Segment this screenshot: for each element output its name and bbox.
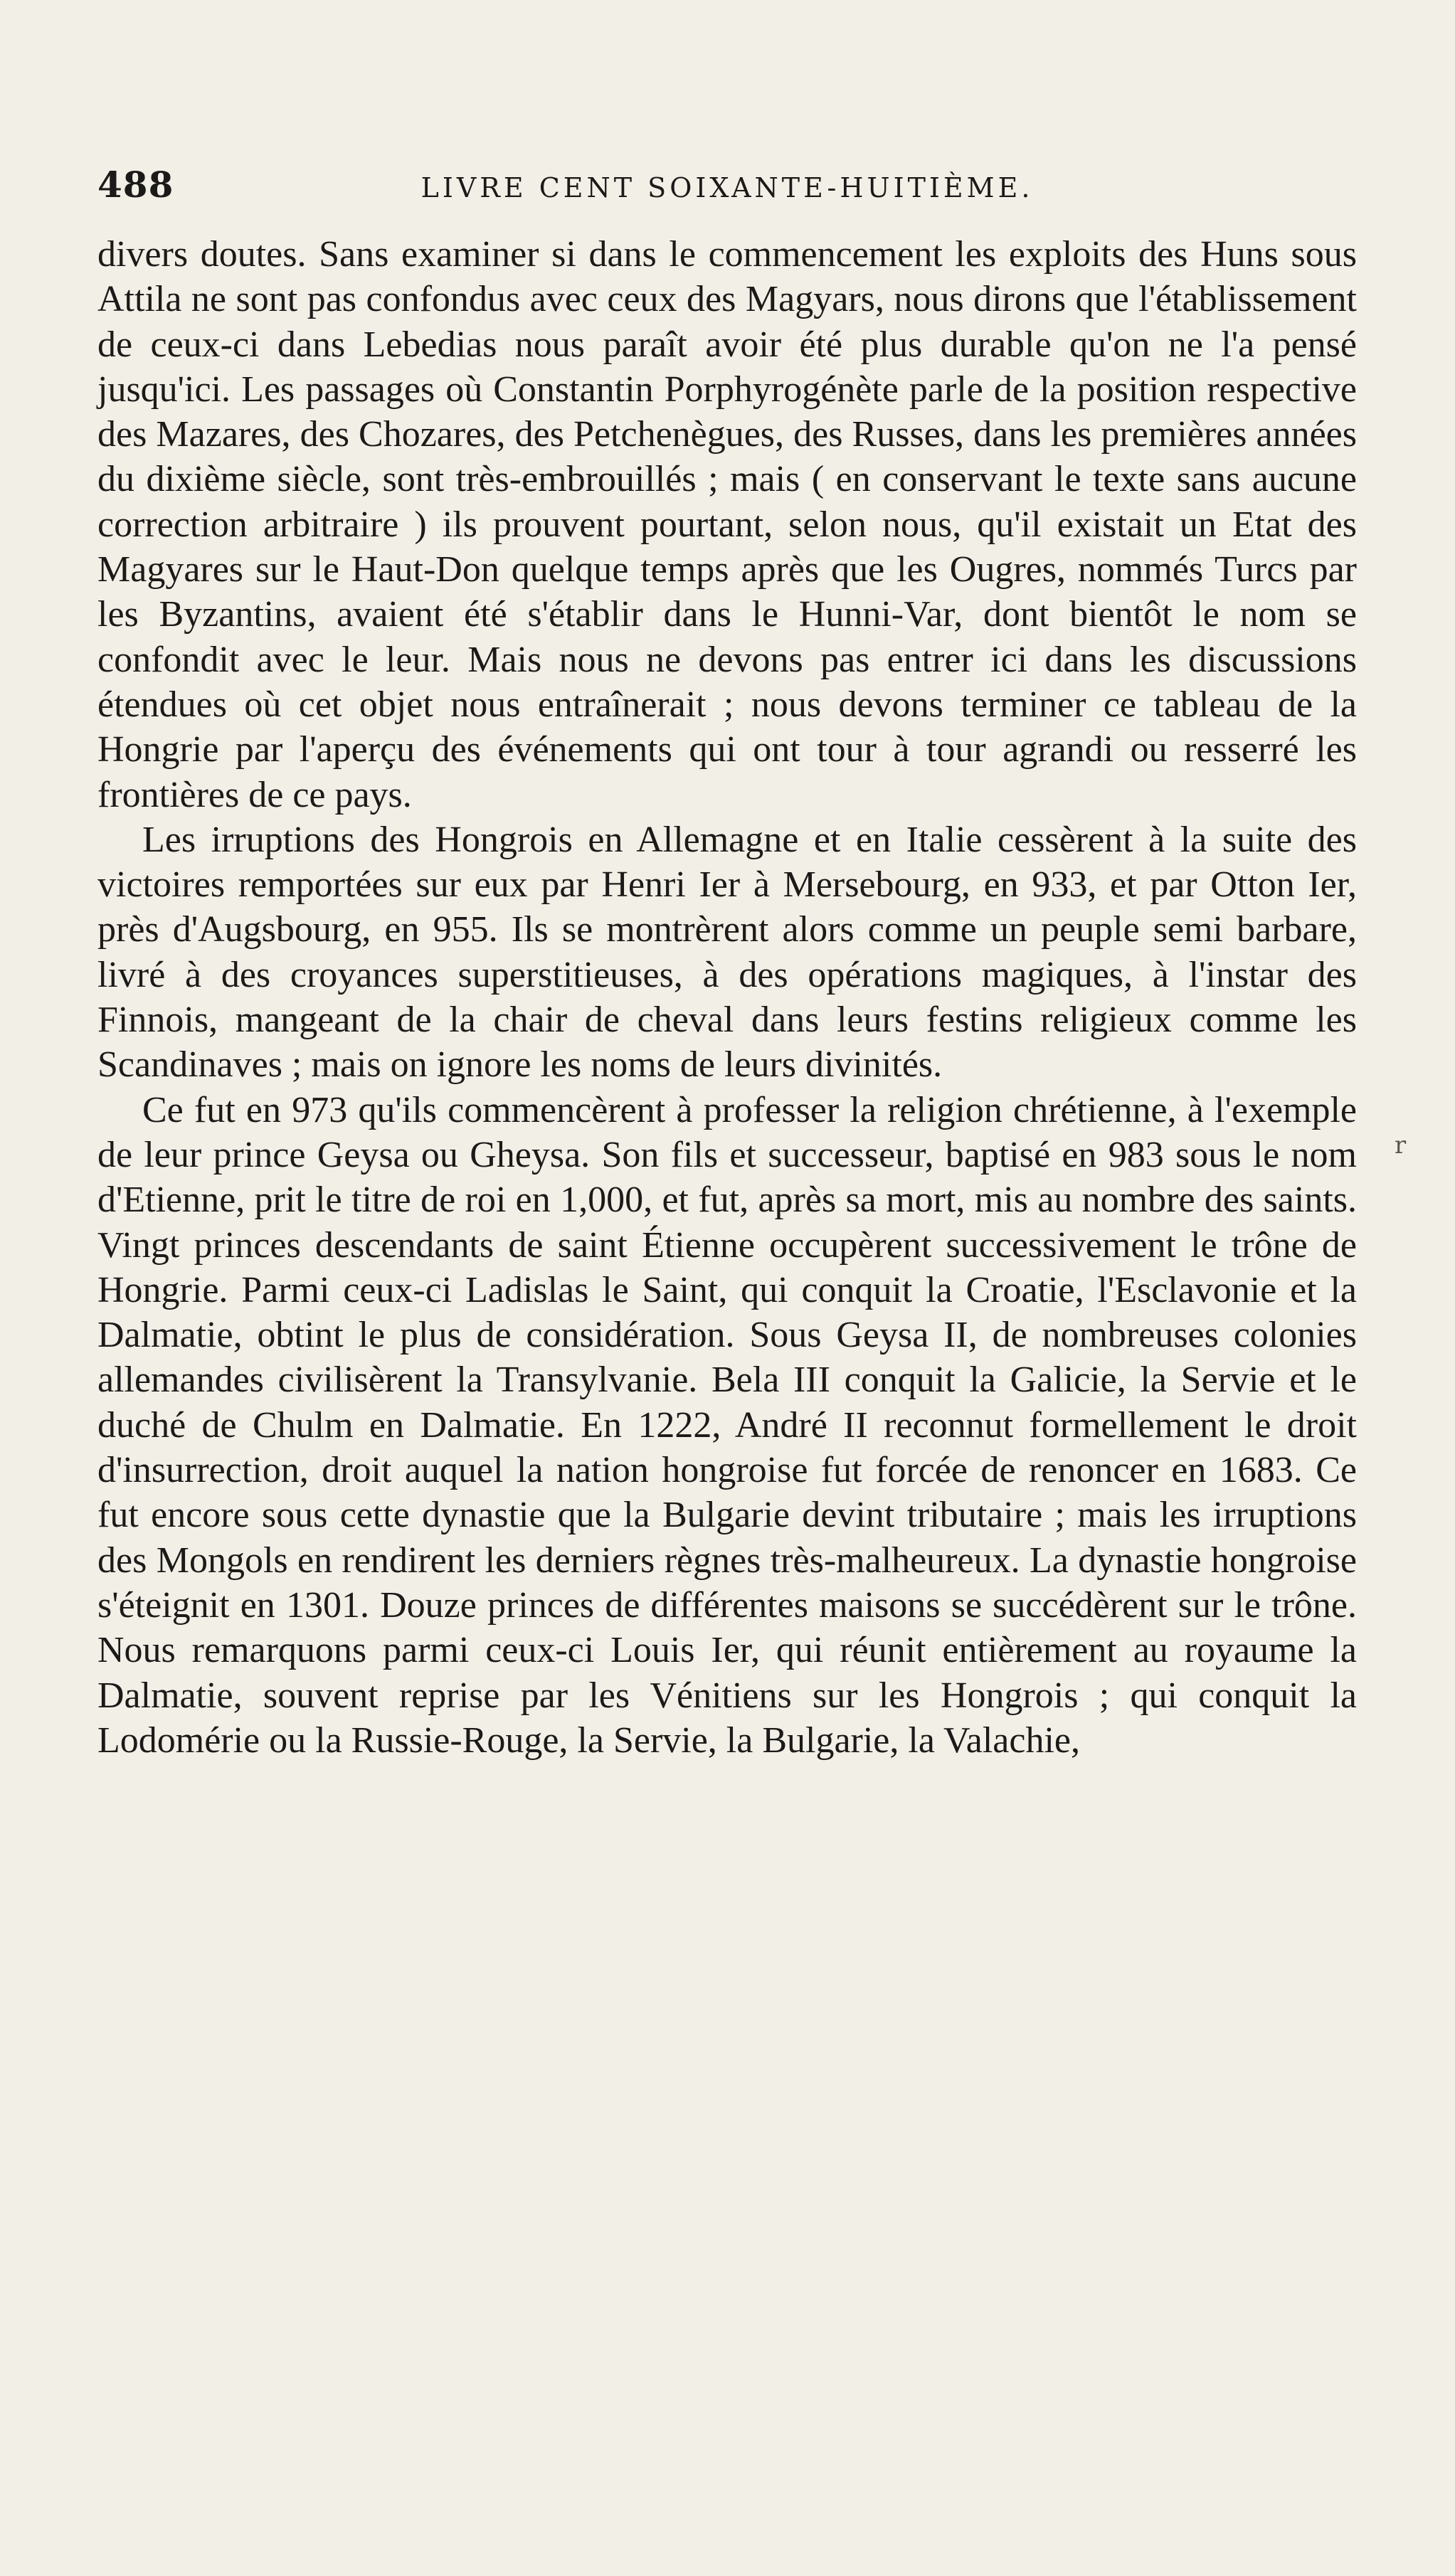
margin-mark: r (1395, 1131, 1407, 1160)
running-title: LIVRE CENT SOIXANTE-HUITIÈME. (420, 172, 1034, 203)
body-text (97, 232, 1357, 1763)
paragraph-christianity: Ce fut en 973 qu'ils commencèrent à professer la religion chrétienne, à l'exemple de leur prince Geysa ou Gheysa. Son fils et successeur, baptisé en 983 sous le nom d'Etienne, prit le titre de roi en 1,000, et fut, après sa mort, mis au nombre des saints. Vingt princes descendants de saint Étienne occupèrent successivement le trône de Hongrie. Parmi ceux-ci Ladislas le Saint, qui conquit la Croatie, l'Esclavonie et la Dalmatie, obtint le plus de considération. Sous Geysa II, de nombreuses colonies allemandes civilisèrent la Transylvanie. Bela III conquit la Galicie, la Servie et le duché de Chulm en Dalmatie. En 1222, André II reconnut formellement le droit d'insurrection, droit auquel la nation hongroise fut forcée de renoncer en 1683. Ce fut encore sous cette dynastie que la Bulgarie devint tributaire ; mais les irruptions des Mongols en rendirent les derniers règnes très-malheureux. La dynastie hongroise s'éteignit en 1301. Douze princes de différentes maisons se succédèrent sur le trône. Nous remarquons parmi ceux-ci Louis Ier, qui réunit entièrement au royaume la Dalmatie, souvent reprise par les Vénitiens sur les Hongrois ; qui conquit la Lodomérie ou la Russie-Rouge, la Servie, la Bulgarie, la Valachie, (97, 1089, 1357, 1761)
paragraph-continuation: divers doutes. Sans examiner si dans le commencement les exploits des Huns sous Attila ne sont pas confondus avec ceux des Magyars, nous dirons que l'établissement de ceux-ci dans Lebedias nous paraît avoir été plus durable qu'on ne l'a pensé jusqu'ici. Les passages où Constantin Porphyrogénète parle de la position respective des Mazares, des Chozares, des Petchenègues, des Russes, dans les premières années du dixième siècle, sont très-embrouillés ; mais ( en conservant le texte sans aucune correction arbitraire ) ils prouvent pourtant, selon nous, qu'il existait un Etat des Magyares sur le Haut-Don quelque temps après que les Ougres, nommés Turcs par les Byzantins, avaient été s'établir dans le Hunni-Var, dont bientôt le nom se confondit avec le leur. Mais nous ne devons pas entrer ici dans les discussions étendues où cet objet nous entraînerait ; nous devons terminer ce tableau de la Hongrie par l'aperçu des événements qui ont tour à tour agrandi ou resserré les frontières de ce pays. (97, 234, 1357, 815)
page-number: 488 (97, 164, 174, 206)
page-header (97, 164, 1357, 221)
paragraph-irruptions: Les irruptions des Hongrois en Allemagne et en Italie cessèrent à la suite des victoires remportées sur eux par Henri Ier à Mersebourg, en 933, et par Otton Ier, près d'Augsbourg, en 955. Ils se montrèrent alors comme un peuple semi barbare, livré à des croyances superstitieuses, à des opérations magiques, à l'instar des Finnois, mangeant de la chair de cheval dans leurs festins religieux comme les Scandinaves ; mais on ignore les noms de leurs divinités. (97, 819, 1357, 1086)
